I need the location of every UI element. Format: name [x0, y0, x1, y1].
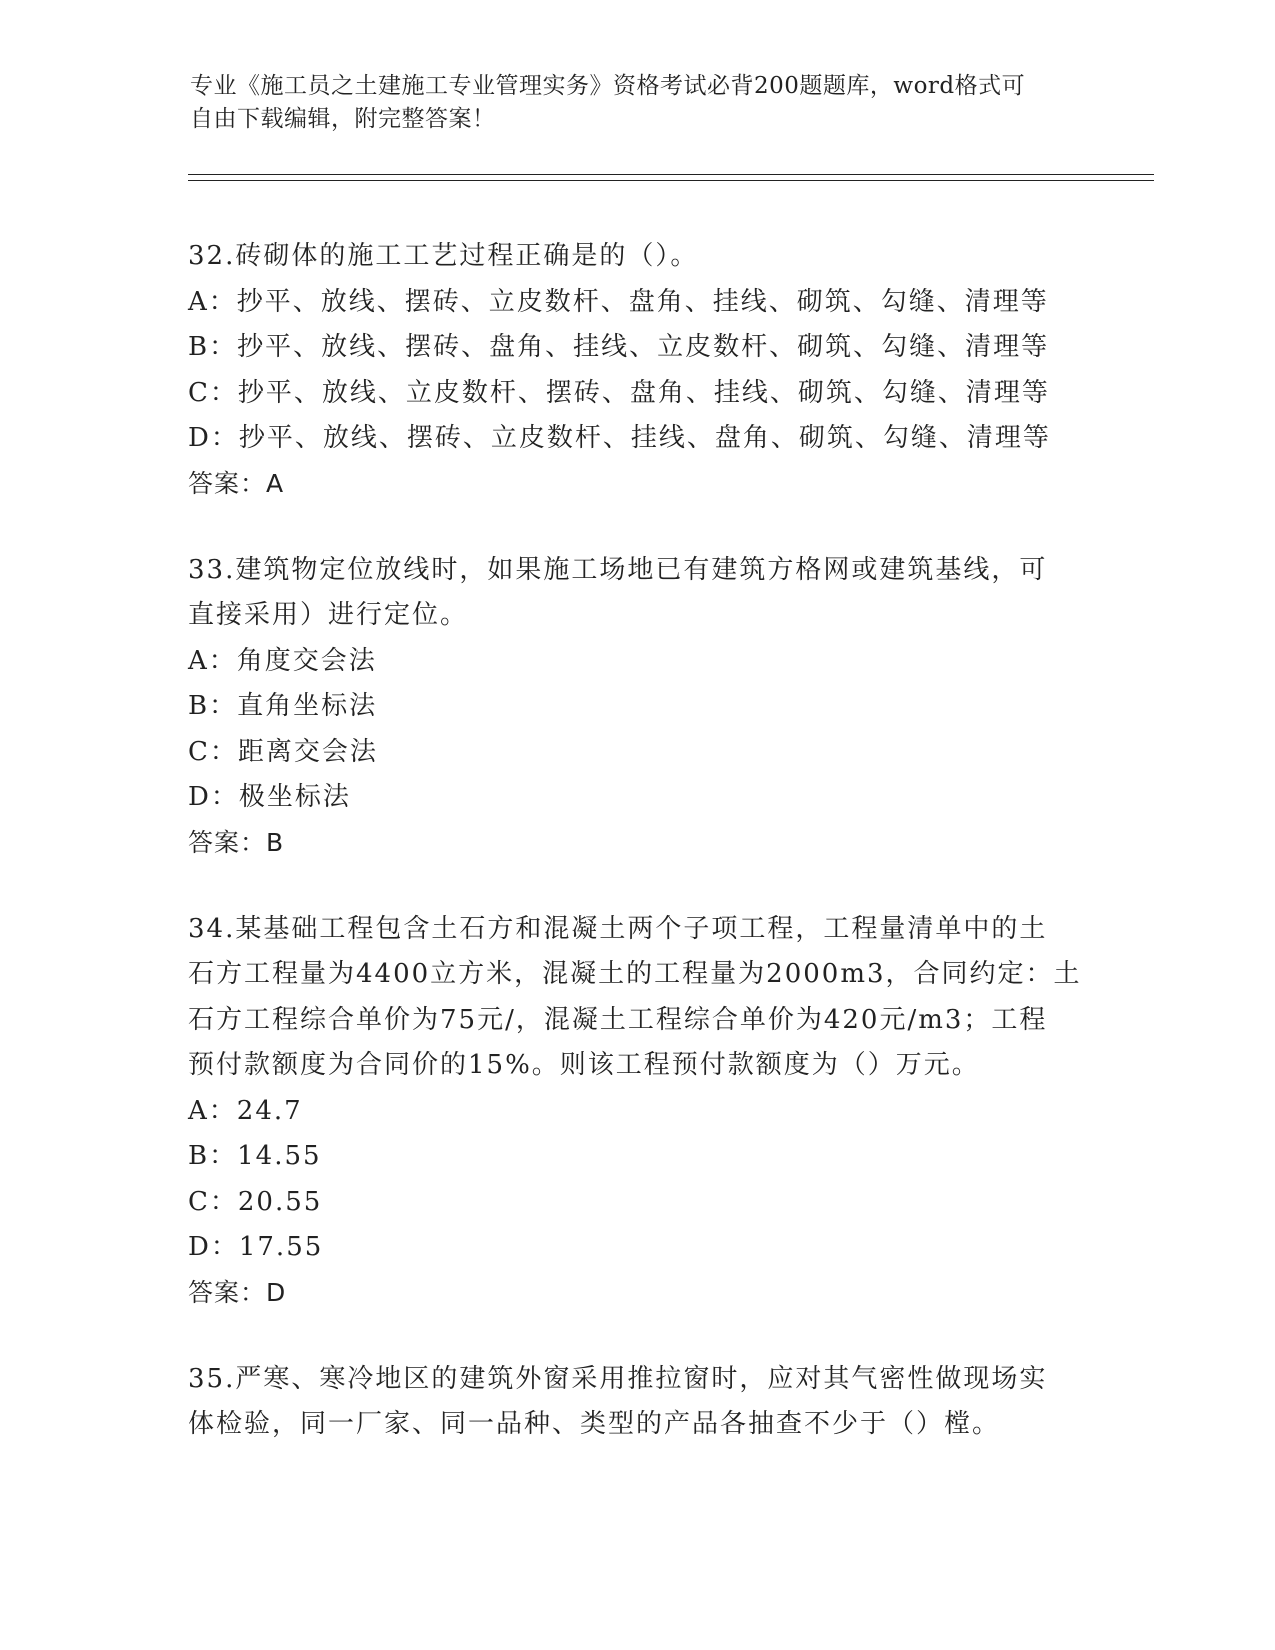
header-rule-top: [188, 174, 1154, 175]
option-b: B：直角坐标法: [188, 691, 378, 721]
option-d: D：17.55: [188, 1232, 324, 1262]
option-c: C：20.55: [188, 1186, 323, 1217]
header-line-1: 专业《施工员之土建施工专业管理实务》资格考试必背200题题库，word格式可: [190, 73, 1026, 99]
question-35: [188, 1357, 1088, 1448]
answer: 答案：B: [188, 827, 285, 857]
option-a: A：24.7: [188, 1095, 303, 1126]
option-b: B：抄平、放线、摆砖、盘角、挂线、立皮数杆、砌筑、勾缝、清理等: [188, 332, 1050, 362]
option-d: D：极坐标法: [188, 782, 351, 812]
question-text: 32.砖砌体的施工工艺过程正确是的（）。: [188, 241, 699, 271]
question-text-line-2: 体检验，同一厂家、同一品种、类型的产品各抽查不少于（）樘。: [188, 1409, 1001, 1439]
answer: 答案：A: [188, 468, 285, 498]
question-list: [188, 234, 1088, 1490]
document-header: [190, 70, 1090, 136]
question-34: [188, 907, 1088, 1315]
question-text-line-3: 石方工程综合单价为75元/，混凝土工程综合单价为420元/m3；工程: [188, 1004, 1048, 1035]
option-c: C：抄平、放线、立皮数杆、摆砖、盘角、挂线、砌筑、勾缝、清理等: [188, 377, 1050, 408]
question-32: [188, 234, 1088, 506]
option-b: B：14.55: [188, 1141, 322, 1171]
option-a: A：角度交会法: [188, 645, 377, 676]
question-text-line-2: 石方工程量为4400立方米，混凝土的工程量为2000m3，合同约定：土: [188, 959, 1082, 989]
option-c: C：距离交会法: [188, 736, 378, 767]
header-rule-bottom: [188, 180, 1154, 181]
header-line-2: 自由下载编辑，附完整答案！: [190, 106, 496, 132]
question-text-line-1: 33.建筑物定位放线时，如果施工场地已有建筑方格网或建筑基线，可: [188, 554, 1048, 585]
question-text-line-4: 预付款额度为合同价的15%。则该工程预付款额度为（）万元。: [188, 1050, 980, 1080]
question-33: [188, 548, 1088, 865]
option-d: D：抄平、放线、摆砖、立皮数杆、挂线、盘角、砌筑、勾缝、清理等: [188, 423, 1051, 453]
question-text-line-2: 直接采用）进行定位。: [188, 600, 469, 630]
answer: 答案：D: [188, 1277, 287, 1307]
question-text-line-1: 34.某基础工程包含土石方和混凝土两个子项工程，工程量清单中的土: [188, 913, 1048, 944]
question-text-line-1: 35.严寒、寒冷地区的建筑外窗采用推拉窗时，应对其气密性做现场实: [188, 1363, 1048, 1394]
option-a: A：抄平、放线、摆砖、立皮数杆、盘角、挂线、砌筑、勾缝、清理等: [188, 286, 1049, 317]
